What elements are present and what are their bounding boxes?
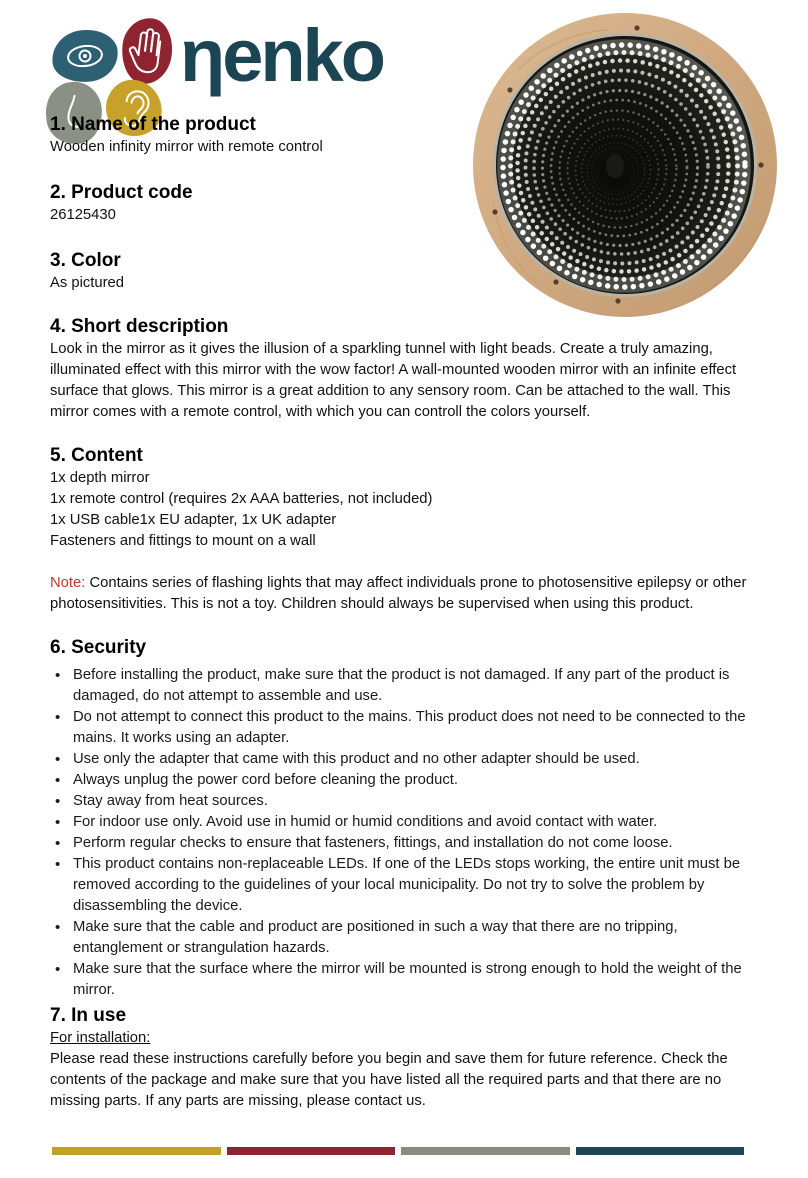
product-code: 26125430 xyxy=(50,207,116,223)
security-bullet: • Before installing the product, make sure that the product is not damaged. If any part of the product is damaged, do not attempt to assemble and use. xyxy=(50,665,758,707)
spacer xyxy=(50,552,758,573)
product-name: Wooden infinity mirror with remote control xyxy=(50,139,323,155)
security-bullet-list xyxy=(50,665,758,1001)
section-2-heading: 2. Product code xyxy=(50,182,193,203)
section-1-heading: 1. Name of the product xyxy=(50,114,256,135)
security-bullet: • This product contains non-replaceable LEDs. If one of the LEDs stops working, the entire unit must be removed according to the guidelines of your local municipality. Do not try to solve the problem by disassembling the device. xyxy=(50,854,758,917)
content-item: 1x USB cable1x EU adapter, 1x UK adapter xyxy=(50,512,337,528)
brand-wordmark: ηenko xyxy=(180,14,383,97)
security-bullet: • Do not attempt to connect this product to the mains. This product does not need to be connected to the mains. It works using an adapter. xyxy=(50,707,758,749)
section-7-heading: 7. In use xyxy=(50,1005,127,1026)
product-color: As pictured xyxy=(50,275,125,291)
short-description: Look in the mirror as it gives the illusion of a sparkling tunnel with light beads. Create a truly amazing, illuminated effect with this mirror with the wow factor! A wall-mounted wooden mirror with an infinite effect surface that glows. This mirror is a great addition to any sensory room. Can be attached to the wall. This mirror comes with a remote control, with which you can controll the colors yourself. xyxy=(50,341,737,420)
section-4-heading: 4. Short description xyxy=(50,316,229,337)
footer-color-bar xyxy=(52,1147,744,1155)
security-bullet: • Stay away from heat sources. xyxy=(50,791,758,812)
note-text: Contains series of flashing lights that may affect individuals prone to photosensitive epilepsy or other photosensitivities. This is not a toy. Children should always be supervised when using this product. xyxy=(50,575,747,612)
installation-subheading: For installation: xyxy=(50,1030,151,1046)
security-bullet: • Perform regular checks to ensure that fasteners, fittings, and installation do not come loose. xyxy=(50,833,758,854)
security-bullet: • Always unplug the power cord before cleaning the product. xyxy=(50,770,758,791)
epilepsy-note xyxy=(50,573,758,615)
note-label: Note: xyxy=(50,575,86,591)
section-5-heading: 5. Content xyxy=(50,445,143,466)
content-item: Fasteners and fittings to mount on a wall xyxy=(50,533,316,549)
footer-bar-segment-red xyxy=(227,1147,396,1155)
section-6-heading: 6. Security xyxy=(50,637,147,658)
footer-bar-segment-green xyxy=(401,1147,570,1155)
footer-bar-segment-teal xyxy=(576,1147,745,1155)
security-bullet: • Make sure that the cable and product are positioned in such a way that there are no tripping, entanglement or strangulation hazards. xyxy=(50,917,758,959)
hand-icon xyxy=(118,15,176,87)
content-item: 1x remote control (requires 2x AAA batteries, not included) xyxy=(50,491,433,507)
installation-text: Please read these instructions carefully before you begin and save them for future reference. Check the contents of the package and make sure that you have listed all the required parts and that there are no missing parts. If any parts are missing, please contact us. xyxy=(50,1051,728,1109)
footer-bar-segment-gold xyxy=(52,1147,221,1155)
section-3-heading: 3. Color xyxy=(50,250,121,271)
security-bullet: • Make sure that the surface where the mirror will be mounted is strong enough to hold the weight of the mirror. xyxy=(50,959,758,1001)
document-body xyxy=(50,112,758,1112)
security-bullet: • Use only the adapter that came with this product and no other adapter should be used. xyxy=(50,749,758,770)
content-item: 1x depth mirror xyxy=(50,470,150,486)
security-bullet: • For indoor use only. Avoid use in humid or humid conditions and avoid contact with water. xyxy=(50,812,758,833)
